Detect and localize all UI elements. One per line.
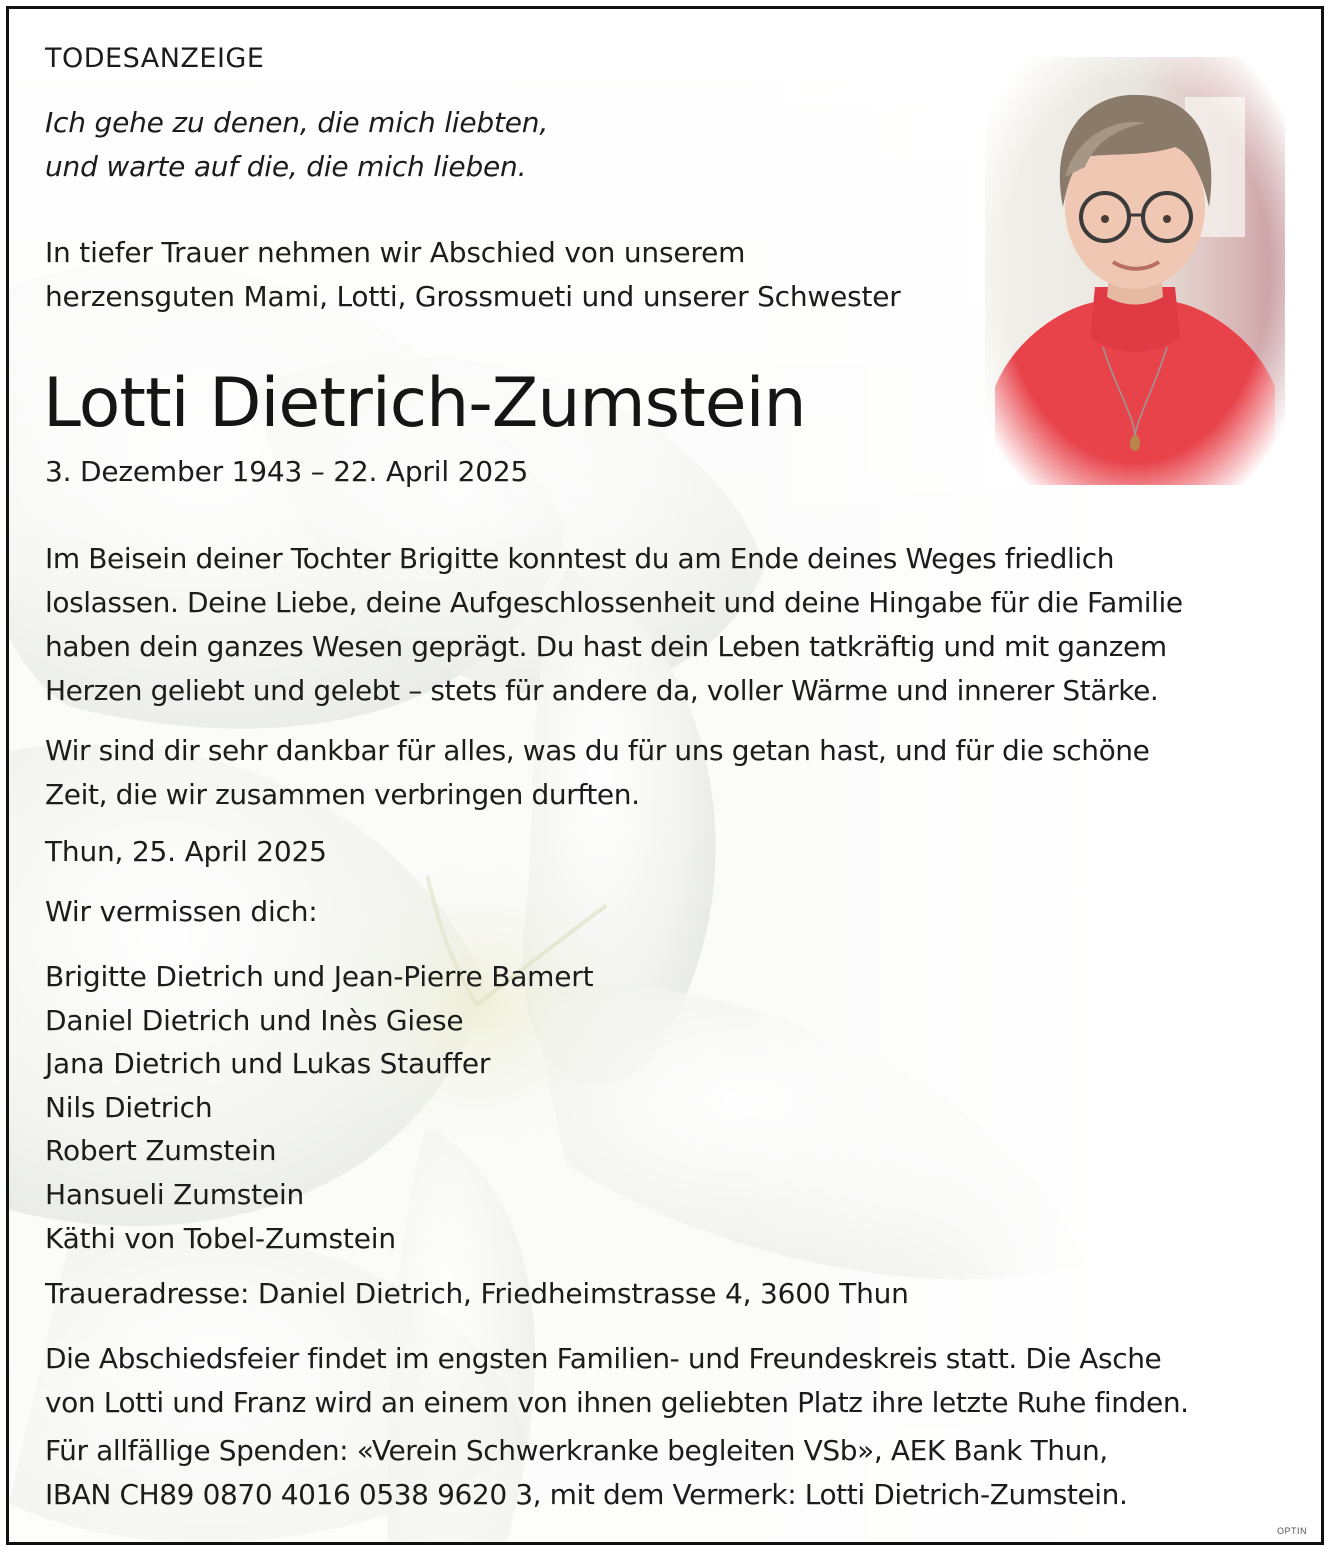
intro-text xyxy=(45,231,901,319)
mourner-name: Daniel Dietrich und Inès Giese xyxy=(45,1003,464,1037)
notice-label: TODESANZEIGE xyxy=(45,43,265,74)
paragraph-line: Herzen geliebt und gelebt – stets für andere da, voller Wärme und innerer Stärke. xyxy=(45,674,1159,707)
paragraph-line: Die Abschiedsfeier findet im engsten Familien- und Freundeskreis statt. Die Asche xyxy=(45,1342,1162,1375)
deceased-name: Lotti Dietrich-Zumstein xyxy=(43,364,806,443)
paragraph-line: IBAN CH89 0870 4016 0538 9620 3, mit dem Vermerk: Lotti Dietrich-Zumstein. xyxy=(45,1478,1128,1511)
publisher-mark: OPTIN xyxy=(1276,1526,1307,1536)
donations-paragraph xyxy=(45,1429,1128,1517)
paragraph-line: haben dein ganzes Wesen geprägt. Du hast dein Leben tatkräftig und mit ganzem xyxy=(45,630,1167,663)
paragraph-line: loslassen. Deine Liebe, deine Aufgeschlossenheit und deine Hingabe für die Familie xyxy=(45,586,1183,619)
paragraph-line: Wir sind dir sehr dankbar für alles, was du für uns getan hast, und für die schöne xyxy=(45,734,1150,767)
paragraph-line: Für allfällige Spenden: «Verein Schwerkranke begleiten VSb», AEK Bank Thun, xyxy=(45,1434,1108,1467)
miss-line: Wir vermissen dich: xyxy=(45,895,318,928)
quote xyxy=(45,101,548,189)
mourner-name: Robert Zumstein xyxy=(45,1134,277,1168)
intro-line: In tiefer Trauer nehmen wir Abschied von unserem xyxy=(45,236,746,269)
mourning-address: Traueradresse: Daniel Dietrich, Friedheimstrasse 4, 3600 Thun xyxy=(45,1277,909,1310)
life-dates: 3. Dezember 1943 – 22. April 2025 xyxy=(45,455,529,488)
quote-line: Ich gehe zu denen, die mich liebten, xyxy=(45,106,549,139)
paragraph-line: Zeit, die wir zusammen verbringen durften. xyxy=(45,778,640,811)
mourner-name: Brigitte Dietrich und Jean-Pierre Bamert xyxy=(45,960,594,993)
gratitude-paragraph xyxy=(45,729,1149,817)
ceremony-paragraph xyxy=(45,1337,1189,1425)
mourner-name: Hansueli Zumstein xyxy=(45,1177,305,1211)
paragraph-line: Im Beisein deiner Tochter Brigitte konntest du am Ende deines Weges friedlich xyxy=(45,542,1115,575)
mourners-list xyxy=(45,955,593,1260)
place-date: Thun, 25. April 2025 xyxy=(45,835,327,868)
mourner-name: Nils Dietrich xyxy=(45,1090,213,1124)
tribute-paragraph xyxy=(45,537,1183,713)
mourner-name: Käthi von Tobel-Zumstein xyxy=(45,1221,396,1255)
quote-line: und warte auf die, die mich lieben. xyxy=(45,150,527,183)
paragraph-line: von Lotti und Franz wird an einem von ihnen geliebten Platz ihre letzte Ruhe finden. xyxy=(45,1386,1189,1419)
portrait-photo xyxy=(985,57,1285,485)
intro-line: herzensguten Mami, Lotti, Grossmueti und unserer Schwester xyxy=(45,280,901,313)
mourner-name: Jana Dietrich und Lukas Stauffer xyxy=(45,1047,491,1081)
obituary-ad xyxy=(6,6,1324,1545)
